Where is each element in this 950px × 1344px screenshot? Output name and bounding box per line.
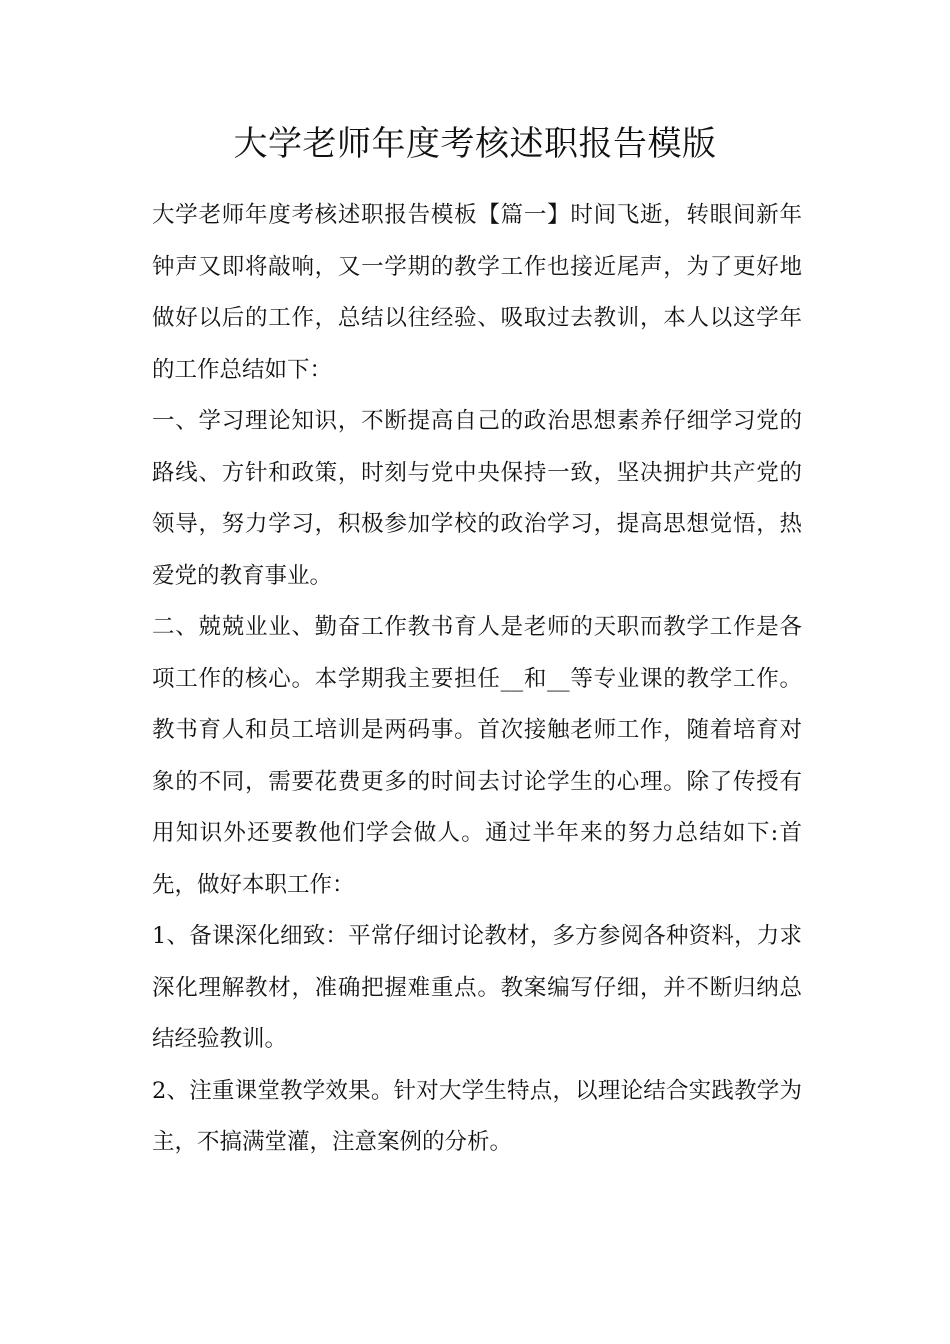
paragraph-intro: 大学老师年度考核述职报告模板【篇一】时间飞逝，转眼间新年钟声又即将敲响，又一学期的教学工作也接近尾声，为了更好地做好以后的工作，总结以往经验、吸取过去教训，本人以这学年的工作总结如下： — [152, 202, 802, 383]
paragraph-item-one: 1、备课深化细致：平常仔细讨论教材，多方参阅各种资料，力求深化理解教材，准确把握难重点。教案编写仔细，并不断归纳总结经验教训。 — [152, 923, 802, 1052]
paragraph-item-two: 2、注重课堂教学效果。针对大学生特点，以理论结合实践教学为主，不搞满堂灌，注意案例的分析。 — [152, 1077, 802, 1155]
document-title: 大学老师年度考核述职报告模版 — [233, 124, 717, 164]
paragraph-section-two: 二、兢兢业业、勤奋工作教书育人是老师的天职而教学工作是各项工作的核心。本学期我主要担任__和__等专业课的教学工作。教书育人和员工培训是两码事。首次接触老师工作，随着培育对象的不同，需要花费更多的时间去讨论学生的心理。除了传授有用知识外还要教他们学会做人。通过半年来的努力总结如下:首先，做好本职工作： — [152, 614, 802, 898]
document-body — [152, 190, 802, 1169]
paragraph-section-one: 一、学习理论知识，不断提高自己的政治思想素养仔细学习党的路线、方针和政策，时刻与党中央保持一致，坚决拥护共产党的领导，努力学习，积极参加学校的政治学习，提高思想觉悟，热爱党的教育事业。 — [152, 408, 802, 589]
